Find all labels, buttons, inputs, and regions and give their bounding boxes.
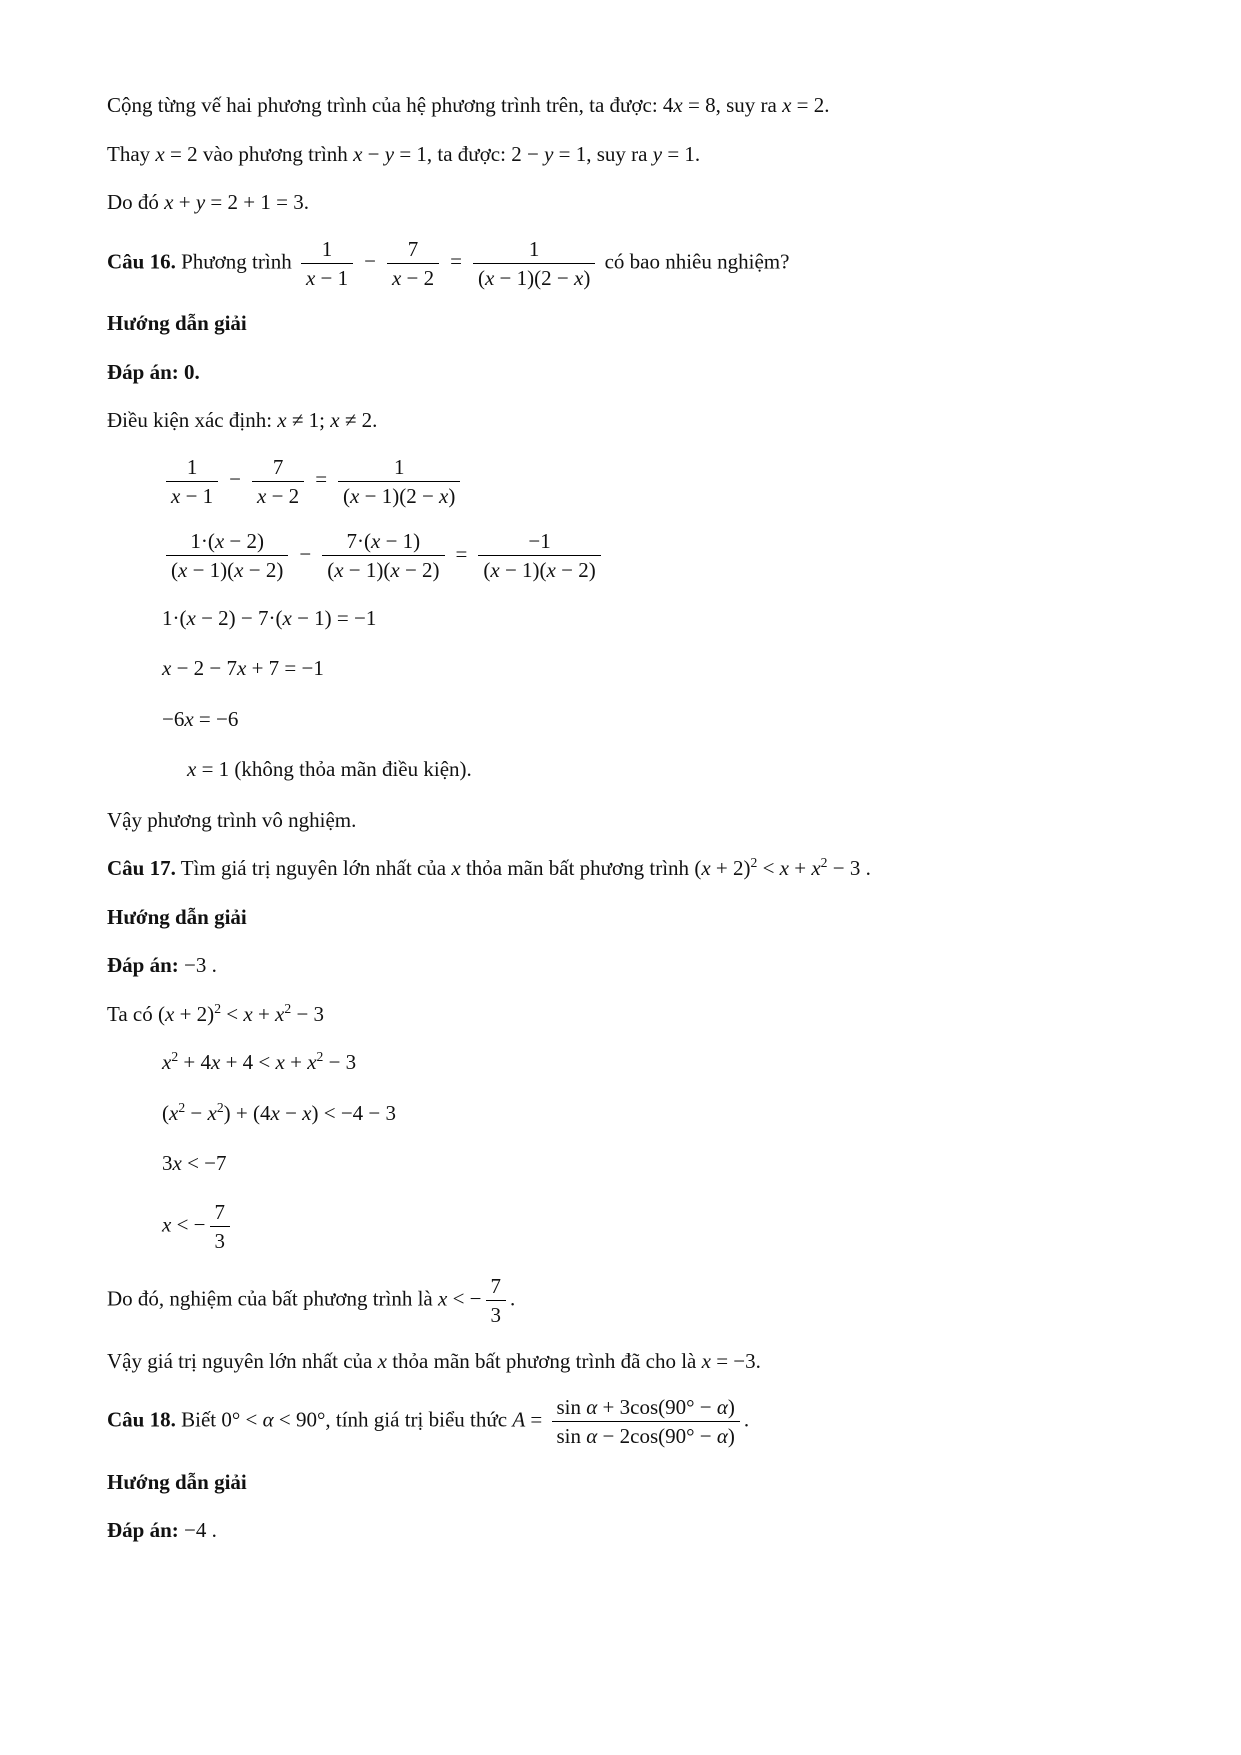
operator-equals: =	[450, 249, 462, 274]
math-run: x = 2.	[782, 93, 830, 117]
solution-heading-17: Hướng dẫn giải	[107, 904, 247, 929]
fraction-numerator: 1	[166, 454, 218, 482]
equation-16-5: −6x = −6	[162, 706, 239, 731]
fraction-denominator: (x − 1)(x − 2)	[171, 558, 284, 583]
text-run: Tìm giá trị nguyên lớn nhất của	[175, 856, 452, 880]
math-run: $(x + 2)^2 < x + x^2 - 3$	[158, 1000, 325, 1026]
fraction	[322, 528, 444, 584]
fraction	[301, 236, 353, 292]
answer-value: −3 .	[184, 953, 217, 977]
equation-17-4	[162, 1199, 1153, 1255]
fraction-denominator: x − 1	[305, 265, 349, 290]
equation-16-2	[162, 528, 1153, 584]
equation-16-1	[162, 454, 1153, 510]
question-17-label: Câu 17.	[107, 856, 176, 880]
math-run: x = 1	[187, 757, 230, 781]
condition-line	[107, 405, 1153, 437]
math-run: x < −	[438, 1286, 482, 1311]
fraction-denominator: sin α − 2cos(90° − α)	[556, 1424, 735, 1449]
fraction-numerator: 1	[301, 236, 353, 264]
equation-17-1: $x^2 + 4x + 4 < x + x^2 - 3$	[162, 1049, 357, 1074]
question-16	[107, 236, 1153, 292]
fraction	[166, 528, 288, 584]
fraction-numerator: 7	[210, 1199, 231, 1227]
fraction	[338, 454, 460, 510]
equation-16-3: 1·(x − 2) − 7·(x − 1) = −1	[162, 605, 377, 630]
equation-17-2: $(x^2 - x^2) + (4x - x) < -4 - 3$	[162, 1099, 397, 1125]
fraction	[387, 236, 439, 292]
math-run: 2 − y = 1,	[511, 141, 592, 166]
answer-value: −4 .	[184, 1518, 217, 1542]
math-run: x	[451, 856, 461, 880]
fraction-numerator: 1·(x − 2)	[166, 528, 288, 556]
fraction-denominator: (x − 1)(x − 2)	[483, 558, 596, 583]
fraction-numerator: −1	[478, 528, 600, 556]
conclusion-16: Vậy phương trình vô nghiệm.	[107, 807, 357, 832]
math-run: x − y = 1,	[353, 141, 433, 166]
text-run: thỏa mãn bất phương trình đã cho là	[386, 1348, 702, 1373]
question-18	[107, 1394, 1153, 1450]
text-run: suy ra	[720, 93, 783, 117]
equation-16-6	[187, 754, 1153, 786]
fraction	[552, 1394, 740, 1450]
math-run: x < −	[162, 1212, 206, 1237]
operator-equals: =	[455, 541, 468, 566]
text-run: .	[510, 1286, 516, 1311]
text-run: Biết	[175, 1407, 222, 1432]
solution-heading-16: Hướng dẫn giải	[107, 311, 247, 335]
text-run: .	[743, 1407, 750, 1432]
answer-label: Đáp án:	[107, 359, 185, 384]
question-17	[107, 853, 1153, 885]
fraction-denominator: (x − 1)(x − 2)	[327, 558, 440, 583]
fraction-denominator: x − 2	[391, 265, 435, 290]
operator-minus: −	[229, 467, 242, 492]
question-18-label: Câu 18.	[107, 1407, 176, 1432]
question-16-label: Câu 16.	[107, 249, 176, 274]
conclusion-17b	[107, 1346, 1153, 1378]
math-run: x = 2	[155, 141, 198, 166]
equation-17-3: 3x < −7	[162, 1151, 227, 1175]
operator-minus: −	[364, 249, 376, 274]
intro-step-result	[107, 187, 1153, 219]
text-run: Điều kiện xác định:	[107, 408, 278, 432]
math-run: x ≠ 1; x ≠ 2.	[277, 408, 378, 432]
fraction	[166, 454, 218, 510]
fraction-denominator: x − 1	[171, 483, 214, 508]
fraction-numerator: 1	[338, 454, 460, 482]
intro-step-substitute	[107, 139, 1153, 171]
answer-16	[107, 357, 1153, 389]
text-run: Vậy giá trị nguyên lớn nhất của	[107, 1348, 378, 1373]
text-run: Do đó, nghiệm của bất phương trình là	[107, 1286, 439, 1311]
operator-minus: −	[299, 541, 312, 566]
fraction-numerator: sin α + 3cos(90° − α)	[552, 1394, 740, 1422]
fraction-numerator: 7	[387, 236, 439, 264]
start-17	[107, 999, 1153, 1031]
math-run: 4x = 8,	[662, 93, 721, 117]
fraction-denominator: (x − 1)(2 − x)	[343, 483, 456, 508]
text-run: Thay	[107, 141, 156, 166]
math-run: x + y = 2 + 1 = 3.	[164, 190, 309, 214]
fraction-denominator: 3	[490, 1303, 502, 1328]
conclusion-17a	[107, 1273, 1153, 1329]
text-run: có bao nhiêu nghiệm?	[599, 249, 790, 274]
answer-label: Đáp án:	[107, 1518, 185, 1542]
fraction-denominator: (x − 1)(2 − x)	[477, 265, 591, 290]
equation-16-4: x − 2 − 7x + 7 = −1	[162, 656, 324, 680]
math-run: x	[377, 1348, 387, 1373]
fraction	[478, 528, 600, 584]
intro-step-add-equations	[107, 90, 1153, 122]
fraction-denominator: x − 2	[257, 483, 300, 508]
fraction	[473, 236, 595, 292]
text-run: ta được:	[432, 141, 512, 166]
math-run: x = −3.	[701, 1348, 761, 1373]
fraction	[486, 1273, 507, 1329]
operator-equals: =	[315, 467, 328, 492]
text-run: .	[860, 856, 871, 880]
answer-label: Đáp án:	[107, 953, 185, 977]
text-run: vào phương trình	[197, 141, 354, 166]
solution-heading-18: Hướng dẫn giải	[107, 1469, 247, 1494]
answer-18	[107, 1515, 1153, 1547]
fraction-numerator: 1	[473, 236, 595, 264]
text-run: Cộng từng vế hai phương trình của hệ phương trình trên, ta được:	[107, 93, 663, 117]
fraction-numerator: 7	[486, 1273, 507, 1301]
fraction	[210, 1199, 231, 1255]
fraction-numerator: 7	[252, 454, 304, 482]
math-run: $(x + 2)^2 < x + x^2 - 3$	[694, 855, 861, 880]
fraction	[252, 454, 304, 510]
text-run: suy ra	[591, 141, 653, 166]
text-run: thỏa mãn bất phương trình	[460, 856, 695, 880]
text-run: tính giá trị biểu thức	[330, 1407, 513, 1432]
text-run: Phương trình	[175, 249, 297, 274]
text-run: Ta có	[107, 1001, 159, 1026]
text-run: Do đó	[107, 190, 165, 214]
answer-17	[107, 950, 1153, 982]
answer-value: 0.	[184, 359, 200, 384]
math-run: 0° < α < 90°,	[221, 1407, 331, 1432]
fraction-numerator: 7·(x − 1)	[322, 528, 444, 556]
fraction-denominator: 3	[214, 1228, 226, 1253]
math-run: y = 1.	[652, 141, 701, 166]
math-run: A =	[512, 1407, 548, 1432]
text-run: (không thỏa mãn điều kiện).	[229, 757, 472, 781]
